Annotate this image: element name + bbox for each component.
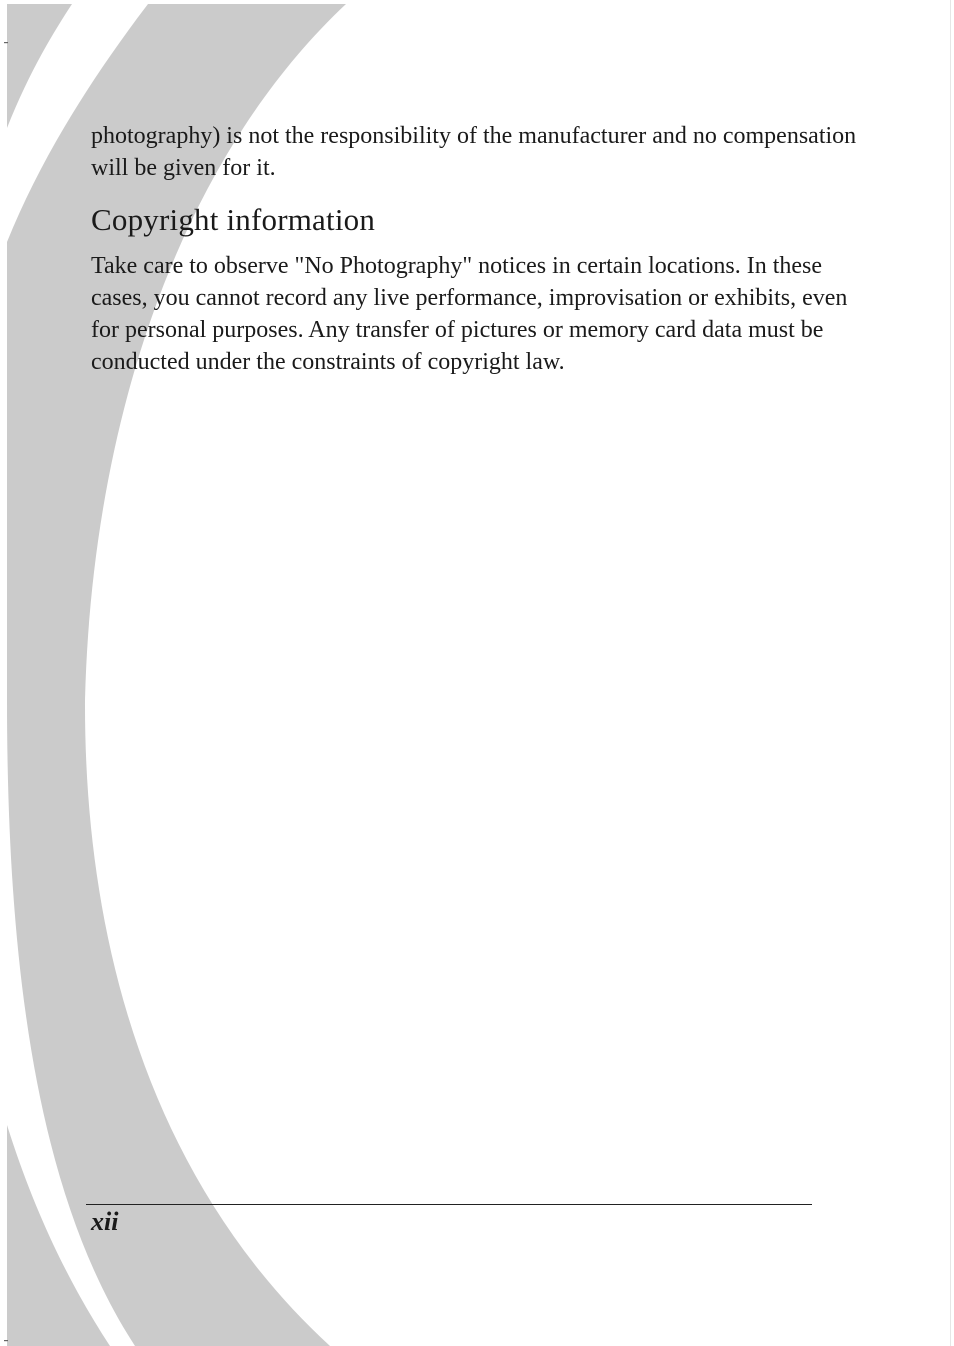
page-number: xii	[91, 1207, 119, 1236]
continued-paragraph: photography) is not the responsibility of the manufacturer and no compensation will be given for it.	[91, 123, 857, 181]
footer-rule	[86, 1204, 812, 1205]
corner-mark-top	[4, 42, 8, 43]
section-heading-copyright: Copyright information	[91, 202, 376, 237]
outer-stripe-shape	[7, 4, 72, 128]
copyright-paragraph: Take care to observe "No Photography" notices in certain locations. In these cases, you cannot record any live performance, improvisation or exhibits, even for personal purposes. Any transfer of pictures or memory card data must be conducted under the constraints of copyright law.	[91, 253, 848, 375]
main-content	[91, 120, 871, 378]
corner-mark-bottom	[4, 1340, 8, 1341]
page-right-edge	[950, 0, 951, 1346]
